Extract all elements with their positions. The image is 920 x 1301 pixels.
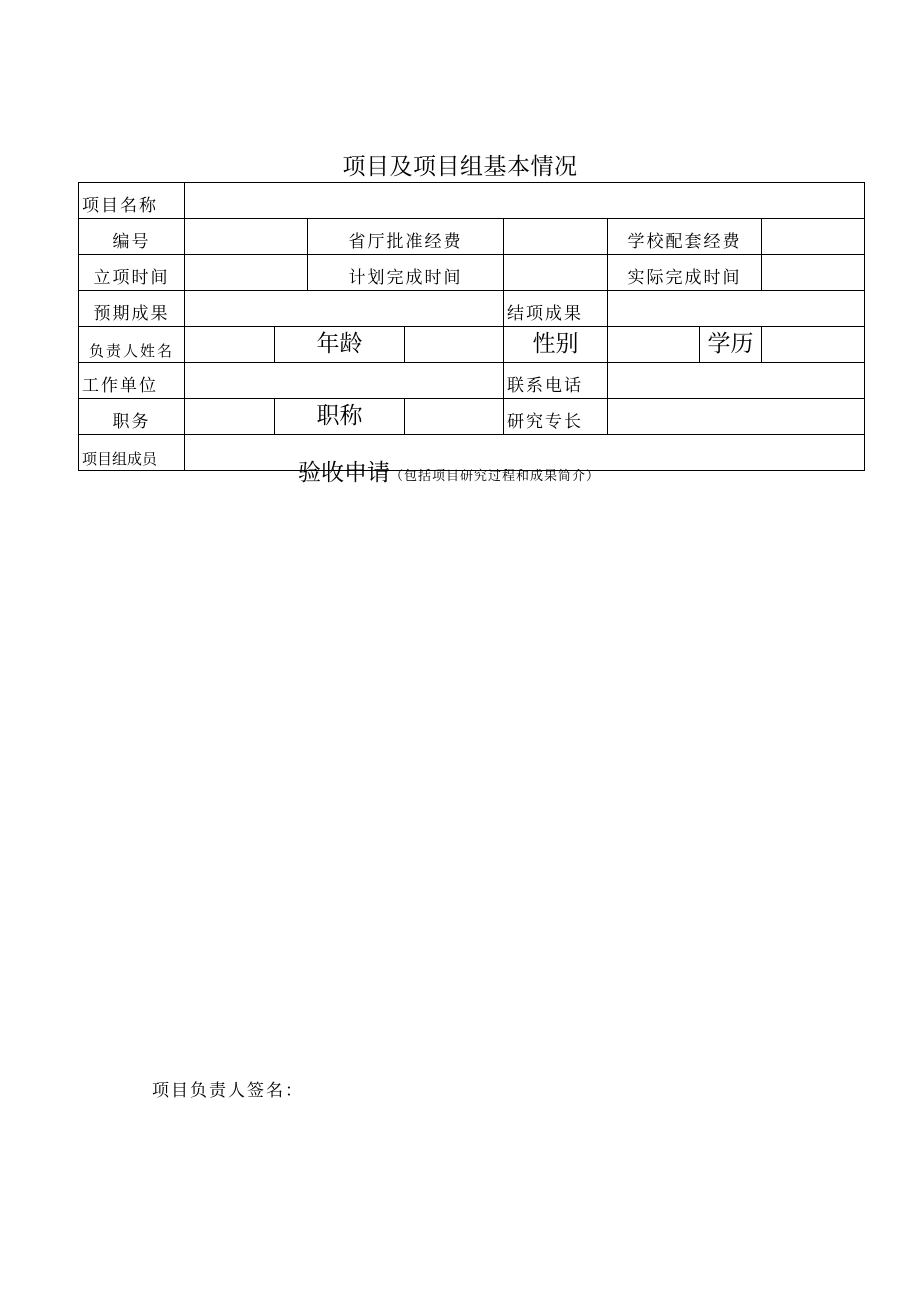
project-name-label: 项目名称 [79, 183, 185, 219]
age-label: 年龄 [275, 327, 405, 363]
members-label: 项目组成员 [79, 435, 185, 471]
leader-name-label: 负责人姓名 [79, 327, 185, 363]
acceptance-heading [298, 454, 600, 487]
acceptance-note: （包括项目研究过程和成果简介） [390, 469, 601, 484]
leader-name-field[interactable] [185, 327, 275, 363]
expected-result-label: 预期成果 [79, 291, 185, 327]
final-result-field[interactable] [608, 291, 865, 327]
start-time-label: 立项时间 [79, 255, 185, 291]
gender-field[interactable] [608, 327, 700, 363]
work-unit-field[interactable] [185, 363, 504, 399]
page-title: 项目及项目组基本情况 [342, 154, 578, 180]
phone-label: 联系电话 [504, 363, 608, 399]
education-field[interactable] [762, 327, 865, 363]
actual-finish-field[interactable] [762, 255, 865, 291]
title-label: 职称 [275, 399, 405, 435]
number-field[interactable] [185, 219, 308, 255]
gender-label: 性别 [504, 327, 608, 363]
start-time-field[interactable] [185, 255, 308, 291]
age-field[interactable] [405, 327, 504, 363]
education-label: 学历 [700, 327, 762, 363]
planned-finish-label: 计划完成时间 [308, 255, 504, 291]
phone-field[interactable] [608, 363, 865, 399]
table-row [79, 219, 865, 255]
planned-finish-field[interactable] [504, 255, 608, 291]
table-row [79, 363, 865, 399]
table-row [79, 291, 865, 327]
project-info-table [78, 182, 865, 471]
signature-label: 项目负责人签名： [152, 1081, 304, 1101]
provincial-funding-label: 省厅批准经费 [308, 219, 504, 255]
title-field[interactable] [405, 399, 504, 435]
school-funding-field[interactable] [762, 219, 865, 255]
expected-result-field[interactable] [185, 291, 504, 327]
specialty-label: 研究专长 [504, 399, 608, 435]
project-name-field[interactable] [185, 183, 865, 219]
table-row [79, 399, 865, 435]
final-result-label: 结项成果 [504, 291, 608, 327]
school-funding-label: 学校配套经费 [608, 219, 762, 255]
specialty-field[interactable] [608, 399, 865, 435]
table-row [79, 183, 865, 219]
provincial-funding-field[interactable] [504, 219, 608, 255]
actual-finish-label: 实际完成时间 [608, 255, 762, 291]
table-row [79, 327, 865, 363]
position-field[interactable] [185, 399, 275, 435]
acceptance-title: 验收申请 [298, 460, 390, 486]
table-row [79, 255, 865, 291]
number-label: 编号 [79, 219, 185, 255]
work-unit-label: 工作单位 [79, 363, 185, 399]
position-label: 职务 [79, 399, 185, 435]
